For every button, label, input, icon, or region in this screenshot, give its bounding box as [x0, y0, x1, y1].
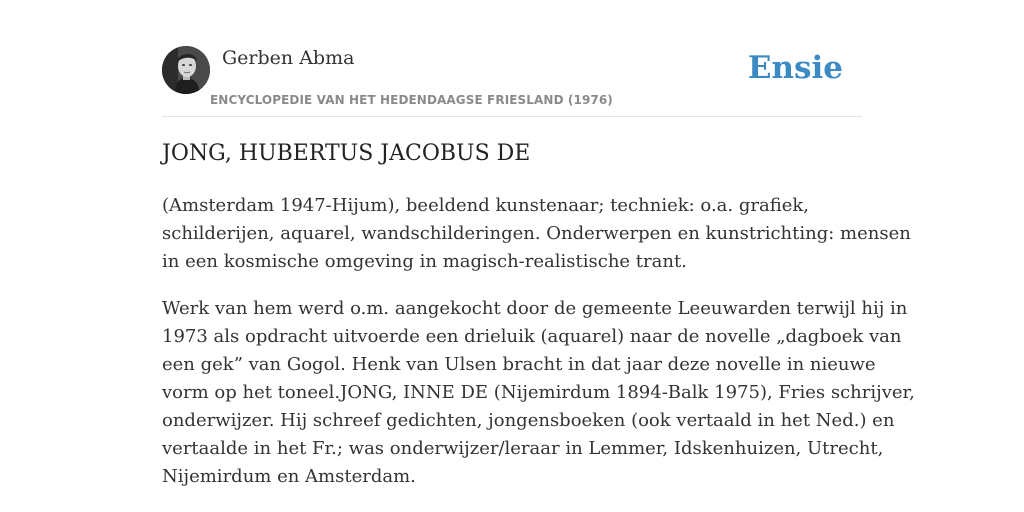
paragraph-line: 1973 als opdracht uitvoerde een drieluik (aquarel) naar de novelle „dagboek van — [162, 326, 902, 347]
paragraph-line: in een kosmische omgeving in magisch-realistische trant. — [162, 251, 687, 272]
article-paragraph-1 — [162, 192, 911, 276]
author-header — [162, 46, 862, 117]
author-avatar[interactable] — [162, 46, 210, 94]
paragraph-line: Nijemirdum en Amsterdam. — [162, 466, 416, 487]
paragraph-line: Werk van hem werd o.m. aangekocht door de gemeente Leeuwarden terwijl hij in — [162, 298, 908, 319]
paragraph-line: (Amsterdam 1947-Hijum), beeldend kunstenaar; techniek: o.a. grafiek, — [162, 195, 809, 216]
portrait-icon — [162, 46, 210, 94]
article-title: JONG, HUBERTUS JACOBUS DE — [162, 141, 531, 166]
paragraph-line: schilderijen, aquarel, wandschilderingen. Onderwerpen en kunstrichting: mensen — [162, 223, 911, 244]
paragraph-line: vertaalde in het Fr.; was onderwijzer/leraar in Lemmer, Idskenhuizen, Utrecht, — [162, 438, 884, 459]
paragraph-line: een gek” van Gogol. Henk van Ulsen bracht in dat jaar deze novelle in nieuwe — [162, 354, 876, 375]
source-title[interactable]: ENCYCLOPEDIE VAN HET HEDENDAAGSE FRIESLAND (1976) — [210, 93, 613, 107]
article-paragraph-2 — [162, 295, 915, 491]
paragraph-line: vorm op het toneel.JONG, INNE DE (Nijemirdum 1894-Balk 1975), Fries schrijver, — [162, 382, 915, 403]
paragraph-line: onderwijzer. Hij schreef gedichten, jongensboeken (ook vertaald in het Ned.) en — [162, 410, 895, 431]
ensie-logo[interactable]: Ensie — [747, 50, 843, 86]
author-name[interactable]: Gerben Abma — [222, 47, 355, 69]
